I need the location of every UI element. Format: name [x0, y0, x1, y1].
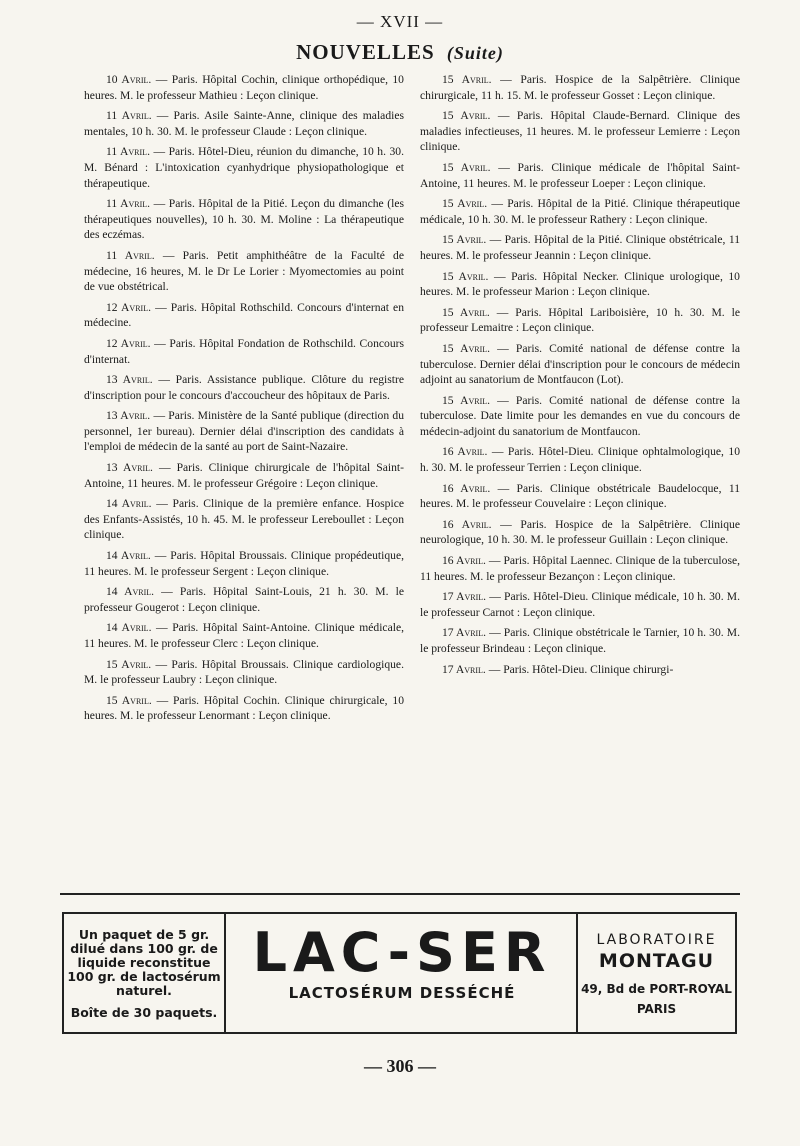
entry-date: 15 Avril.: [442, 160, 491, 174]
entry-text: — Paris. Hôpital Cochin. Clinique chirurgicale, 10 heures. M. le professeur Lenormant : Leçon clinique.: [84, 693, 404, 723]
entry-text: — Paris. Hôpital de la Pitié. Clinique obstétricale, 11 heures. M. le professeur Jeannin : Leçon clinique.: [420, 233, 740, 262]
news-entry: [84, 693, 404, 724]
entry-date: 15 Avril.: [106, 693, 152, 707]
entry-date: 17 Avril.: [442, 662, 486, 676]
entry-text: — Paris. Hospice de la Salpêtrière. Clinique chirurgicale, 11 h. 15. M. le professeur Gosset : Leçon clinique.: [420, 73, 740, 102]
entry-date: 15 Avril.: [442, 233, 487, 247]
ad-lab-city: PARIS: [636, 1002, 677, 1016]
entry-text: — Paris. Hôtel-Dieu, réunion du dimanche, 10 h. 30. M. Bénard : L'intoxication cyanhydrique physiopathologique et thérapeutique.: [84, 145, 404, 190]
entry-date: 11 Avril.: [106, 145, 150, 159]
news-entry: [420, 481, 740, 512]
entry-date: 16 Avril.: [442, 517, 492, 531]
news-entry: [84, 657, 404, 688]
ad-lab-label: LABORATOIRE: [596, 932, 717, 948]
news-entry: [84, 548, 404, 579]
entry-date: 15 Avril.: [442, 305, 490, 319]
news-entry: [84, 336, 404, 367]
entry-text: — Paris. Hôtel-Dieu. Clinique médicale, 10 h. 30. M. le professeur Carnot : Leçon clinique.: [420, 590, 740, 619]
news-entry: [420, 269, 740, 300]
page-number: — 306 —: [364, 1056, 436, 1076]
news-entry: [420, 305, 740, 336]
ad-instruction-line: naturel.: [116, 983, 172, 998]
title-text: NOUVELLES: [296, 40, 435, 64]
entry-text: — Paris. Clinique obstétricale le Tarnier, 10 h. 30. M. le professeur Brindeau : Leçon clinique.: [420, 626, 740, 655]
entry-text: — Paris. Hôpital Laennec. Clinique de la tuberculose, 11 heures. M. le professeur Bezançon : Leçon clinique.: [420, 554, 740, 583]
entry-date: 15 Avril.: [442, 269, 489, 283]
news-entry: [84, 496, 404, 543]
left-column: [84, 72, 404, 729]
entry-date: 16 Avril.: [442, 481, 491, 495]
news-entry: [84, 620, 404, 651]
entry-text: — Paris. Hôpital Claude-Bernard. Clinique des maladies infectieuses, 11 heures. M. le professeur Lemierre : Leçon clinique.: [420, 109, 740, 154]
ad-instruction-line: dilué dans 100 gr. de: [70, 941, 218, 956]
entry-date: 12 Avril.: [106, 336, 151, 350]
entry-date: 13 Avril.: [106, 461, 153, 475]
ad-lab-name: MONTAGU: [598, 950, 715, 972]
news-entry: [420, 160, 740, 191]
ad-instruction-line: Un paquet de 5 gr.: [78, 927, 210, 942]
entry-text: — Paris. Hôpital Cochin, clinique orthopédique, 10 heures. M. le professeur Mathieu : Leçon clinique.: [84, 73, 404, 102]
entry-date: 15 Avril.: [442, 197, 488, 211]
news-entry: [420, 232, 740, 263]
entry-date: 12 Avril.: [106, 300, 151, 314]
news-entry: [420, 108, 740, 155]
entry-text: — Paris. Hôpital Rothschild. Concours d'internat en médecine.: [84, 300, 404, 330]
ad-lab-address: 49, Bd de PORT-ROYAL: [581, 982, 732, 996]
entry-text: — Paris. Petit amphithéâtre de la Faculté de médecine, 16 heures, M. le Dr Le Lorier : Myomectomies au point de vue obstétrical.: [84, 248, 404, 294]
ad-tagline: LACTOSÉRUM DESSÉCHÉ: [288, 984, 516, 1002]
entry-date: 11 Avril.: [106, 197, 151, 211]
news-entry: [420, 393, 740, 440]
entry-text: — Paris. Comité national de défense contre la tuberculose. Dernier délai d'inscription pour le concours de médecin adjoint au sanatorium de Montfaucon (Lot).: [420, 341, 740, 387]
entry-date: 16 Avril.: [442, 554, 486, 568]
entry-date: 15 Avril.: [442, 393, 491, 407]
entry-date: 15 Avril.: [442, 73, 492, 86]
entry-text: — Paris. Hôpital de la Pitié. Leçon du dimanche (les thérapeutiques nouvelles), 10 h. 30. M. Moline : La thérapeutique des eczémas.: [84, 197, 404, 242]
entry-date: 13 Avril.: [106, 409, 151, 423]
news-entry: [420, 341, 740, 388]
entry-date: 15 Avril.: [442, 109, 491, 123]
news-entry: [420, 589, 740, 620]
entry-date: 16 Avril.: [442, 445, 488, 459]
entry-date: 14 Avril.: [106, 585, 155, 599]
entry-text: — Paris. Hôpital de la Pitié. Clinique thérapeutique médicale, 10 h. 30. M. le professeur Rathery : Leçon clinique.: [420, 197, 740, 226]
news-entry: [84, 196, 404, 243]
news-entry: [84, 72, 404, 103]
news-entry: [84, 408, 404, 455]
news-entry: [420, 625, 740, 656]
news-entry: [84, 144, 404, 191]
entry-text: — Paris. Ministère de la Santé publique (direction du personnel, 1er bureau). Dernier délai d'inscription des candidats à l'emploi de médecin de la santé au port de Saint-Nazaire.: [84, 409, 405, 454]
ad-instruction-line: liquide reconstitue: [77, 955, 211, 970]
entry-text: — Paris. Hôtel-Dieu. Clinique ophtalmologique, 10 h. 30. M. le professeur Terrien : Leçon clinique.: [420, 445, 740, 475]
news-entry: [420, 444, 740, 475]
news-entry: [420, 517, 740, 548]
news-entry: [420, 553, 740, 584]
news-entry: [84, 372, 404, 403]
entry-text: — Paris. Hôpital Lariboisière, 10 h. 30. M. le professeur Lemaitre : Leçon clinique.: [420, 305, 740, 335]
entry-text: — Paris. Comité national de défense contre la tuberculose. Date limite pour les demandes en vue du concours de médecin-adjoint du sanatorium de Montfaucon.: [420, 393, 740, 438]
entry-date: 15 Avril.: [442, 341, 491, 355]
news-entry: [84, 584, 404, 615]
entry-date: 17 Avril.: [442, 590, 487, 604]
page-roman-numeral: — XVII —: [356, 12, 444, 31]
news-entry: [84, 108, 404, 139]
ad-instructions: [64, 914, 226, 1032]
entry-date: 15 Avril.: [106, 657, 152, 671]
right-column: [420, 72, 740, 682]
entry-date: 13 Avril.: [106, 373, 153, 387]
divider-rule: [60, 893, 740, 895]
advertisement: [62, 912, 737, 1034]
entry-date: 11 Avril.: [106, 109, 152, 123]
entry-date: 17 Avril.: [442, 626, 486, 640]
entry-text: — Paris. Assistance publique. Clôture du registre d'inscription pour le concours d'accoucheur des hôpitaux de Paris.: [84, 373, 404, 402]
entry-date: 14 Avril.: [106, 621, 152, 635]
entry-text: — Paris. Clinique chirurgicale de l'hôpital Saint-Antoine, 11 heures. M. le professeur Grégoire : Leçon clinique.: [84, 461, 404, 490]
entry-date: 10 Avril.: [106, 73, 152, 86]
entry-text: — Paris. Hôtel-Dieu. Clinique chirurgi-: [485, 662, 674, 676]
ad-brand-panel: [226, 914, 578, 1032]
news-entry: [420, 662, 740, 678]
entry-text: — Paris. Hospice de la Salpêtrière. Clinique neurologique, 10 h. 30. M. le professeur Guillain : Leçon clinique.: [420, 517, 740, 547]
section-title: [0, 40, 800, 65]
entry-text: — Paris. Hôpital Broussais. Clinique propédeutique, 11 heures. M. le professeur Sergent : Leçon clinique.: [84, 549, 404, 578]
news-entry: [420, 196, 740, 227]
ad-instruction-line: 100 gr. de lactosérum: [67, 969, 221, 984]
entry-text: — Paris. Hôpital Saint-Louis, 21 h. 30. M. le professeur Gougerot : Leçon clinique.: [84, 585, 404, 614]
ad-box-size: Boîte de 30 paquets.: [70, 1005, 218, 1020]
news-entry: [84, 460, 404, 491]
entry-text: — Paris. Clinique médicale de l'hôpital Saint-Antoine, 11 heures. M. le professeur Loeper : Leçon clinique.: [420, 160, 740, 190]
entry-date: 14 Avril.: [106, 497, 152, 511]
entry-text: — Paris. Hôpital Broussais. Clinique cardiologique. M. le professeur Laubry : Leçon clinique.: [84, 657, 404, 687]
news-entry: [84, 248, 404, 295]
news-entry: [84, 300, 404, 331]
entry-text: — Paris. Hôpital Fondation de Rothschild. Concours d'internat.: [84, 336, 404, 366]
ad-laboratory: [576, 914, 735, 1032]
entry-date: 14 Avril.: [106, 549, 151, 563]
entry-text: — Paris. Asile Sainte-Anne, clinique des maladies mentales, 10 h. 30. M. le professeur Claude : Leçon clinique.: [84, 109, 404, 138]
entry-text: — Paris. Hôpital Necker. Clinique urologique, 10 heures. M. le professeur Marion : Leçon clinique.: [420, 269, 740, 299]
entry-date: 11 Avril.: [106, 248, 155, 262]
entry-text: — Paris. Hôpital Saint-Antoine. Clinique médicale, 11 heures. M. le professeur Clerc : Leçon clinique.: [84, 621, 404, 650]
entry-text: — Paris. Clinique de la première enfance. Hospice des Enfants-Assistés, 10 h. 45. M. le professeur Lereboullet : Leçon clinique.: [84, 497, 404, 542]
ad-brand-name: LAC-SER: [252, 921, 552, 984]
entry-text: — Paris. Clinique obstétricale Baudelocque, 11 heures. M. le professeur Couvelaire : Leçon clinique.: [420, 481, 740, 511]
news-entry: [420, 72, 740, 103]
title-suite: (Suite): [446, 43, 504, 63]
